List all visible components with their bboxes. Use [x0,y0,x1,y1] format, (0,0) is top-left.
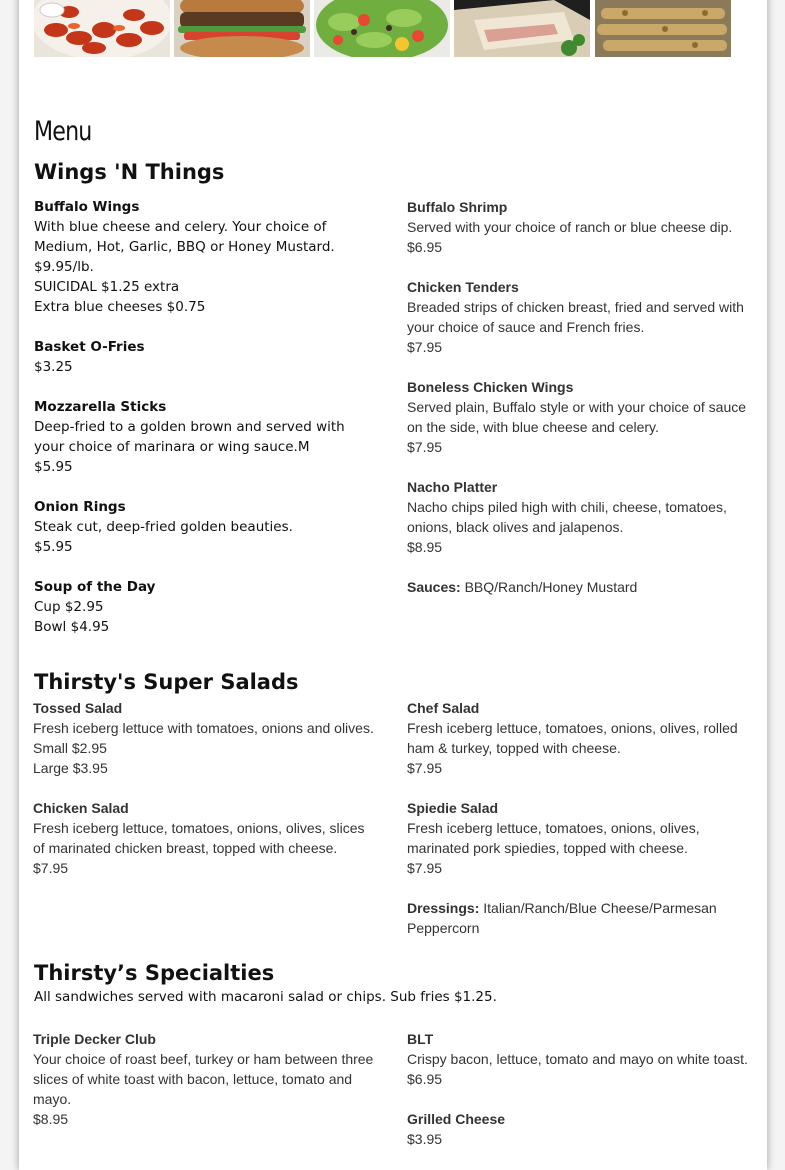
menu-item [33,798,378,878]
menu-item [34,497,379,557]
menu-item-line: Served with your choice of ranch or blue cheese dip. [407,219,733,235]
menu-item-line: Crispy bacon, lettuce, tomato and mayo on white toast. [407,1051,748,1067]
menu-item-line: $3.25 [34,359,73,375]
menu-item-line: Extra blue cheeses $0.75 [34,299,206,315]
section-heading-salads: Thirsty's Super Salads [34,670,299,694]
menu-item-line: Fresh iceberg lettuce, tomatoes, onions, olives, slices of marinated chicken breast, topped with cheese. [33,820,365,856]
salad-photo[interactable] [314,0,450,57]
menu-item-line: Fresh iceberg lettuce, tomatoes, onions, olives, rolled ham & turkey, topped with cheese. [407,720,738,756]
menu-item [34,197,379,317]
menu-item-name: Chef Salad [407,700,480,716]
menu-item [33,698,378,778]
sauces-line-label: Sauces: [407,579,461,595]
menu-item-line: $3.95 [407,1131,443,1147]
menu-item-name: Basket O-Fries [34,339,145,355]
menu-item-name: Chicken Salad [33,800,129,816]
menu-item-line: Large $3.95 [33,760,108,776]
menu-item-name: Boneless Chicken Wings [407,379,574,395]
menu-item-name: Spiedie Salad [407,800,499,816]
menu-item [34,337,379,377]
menu-item-name: Grilled Cheese [407,1111,506,1127]
menu-item [407,197,752,257]
menu-item-line: $6.95 [407,239,443,255]
salads-right-column [407,698,752,958]
menu-item [407,277,752,357]
section-heading-wings: Wings 'N Things [34,160,225,184]
menu-item-name: Onion Rings [34,499,126,515]
menu-item-line: Deep-fried to a golden brown and served with your choice of marinara or wing sauce.M [34,419,345,455]
menu-item-line: $7.95 [407,339,443,355]
menu-item-line: $9.95/lb. [34,259,94,275]
menu-item [407,377,752,457]
buffalo-wings-photo[interactable] [34,0,170,57]
kabob-skewers-photo[interactable] [595,0,731,57]
menu-item-line: $5.95 [34,539,73,555]
menu-item-name: Triple Decker Club [33,1031,156,1047]
menu-item-line: $8.95 [33,1111,69,1127]
specialties-right-column [407,1029,752,1169]
menu-item [33,1029,378,1129]
menu-item-line: Fresh iceberg lettuce with tomatoes, onions and olives. [33,720,374,736]
menu-item-name: BLT [407,1031,434,1047]
section-heading-specialties: Thirsty’s Specialties [34,961,275,985]
menu-item [407,1109,752,1149]
specialties-left-column [33,1029,378,1149]
menu-item-line: $5.95 [34,459,73,475]
menu-item-line: Your choice of roast beef, turkey or ham between three slices of white toast with bacon, lettuce, tomato and mayo. [33,1051,374,1107]
dressings-line [407,898,752,938]
sauces-line [407,577,752,597]
menu-item [34,397,379,477]
menu-item-name: Buffalo Wings [34,199,140,215]
menu-item-name: Soup of the Day [34,579,156,595]
menu-item-line: Small $2.95 [33,740,107,756]
wings-left-column [34,197,379,657]
menu-item-line: $7.95 [407,760,443,776]
sauces-line-text: BBQ/Ranch/Honey Mustard [464,579,638,595]
menu-item [407,798,752,878]
menu-item-line: Steak cut, deep-fried golden beauties. [34,519,293,535]
menu-item-line: Cup $2.95 [34,599,104,615]
menu-item-name: Buffalo Shrimp [407,199,508,215]
dressings-line-text: Italian/Ranch/Blue Cheese/Parmesan Peppercorn [407,900,717,936]
menu-item-line: $7.95 [407,860,443,876]
menu-item-line: $7.95 [407,439,443,455]
menu-item [407,477,752,557]
menu-item-line: $7.95 [33,860,69,876]
burger-photo[interactable] [174,0,310,57]
menu-item-line: Bowl $4.95 [34,619,110,635]
menu-item-name: Mozzarella Sticks [34,399,167,415]
menu-item [407,1029,752,1089]
wrap-photo[interactable] [454,0,590,57]
salads-left-column [33,698,378,898]
dressings-line-label: Dressings: [407,900,480,916]
menu-item-line: With blue cheese and celery. Your choice of Medium, Hot, Garlic, BBQ or Honey Mustard. [34,219,335,255]
menu-title: Menu [34,116,92,147]
menu-item-name: Chicken Tenders [407,279,519,295]
menu-item-line: SUICIDAL $1.25 extra [34,279,180,295]
menu-item-name: Nacho Platter [407,479,498,495]
menu-item-line: Fresh iceberg lettuce, tomatoes, onions, olives, marinated pork spiedies, topped with cheese. [407,820,700,856]
menu-item [34,577,379,637]
menu-item-line: Served plain, Buffalo style or with your choice of sauce on the side, with blue cheese and celery. [407,399,747,435]
menu-item-line: $6.95 [407,1071,443,1087]
specialties-note: All sandwiches served with macaroni salad or chips. Sub fries $1.25. [34,989,497,1005]
menu-item-line: Nacho chips piled high with chili, cheese, tomatoes, onions, black olives and jalapenos. [407,499,727,535]
menu-item [407,698,752,778]
wings-right-column [407,197,752,617]
menu-item-name: Tossed Salad [33,700,123,716]
menu-item-line: $8.95 [407,539,443,555]
menu-item-line: Breaded strips of chicken breast, fried and served with your choice of sauce and French fries. [407,299,744,335]
